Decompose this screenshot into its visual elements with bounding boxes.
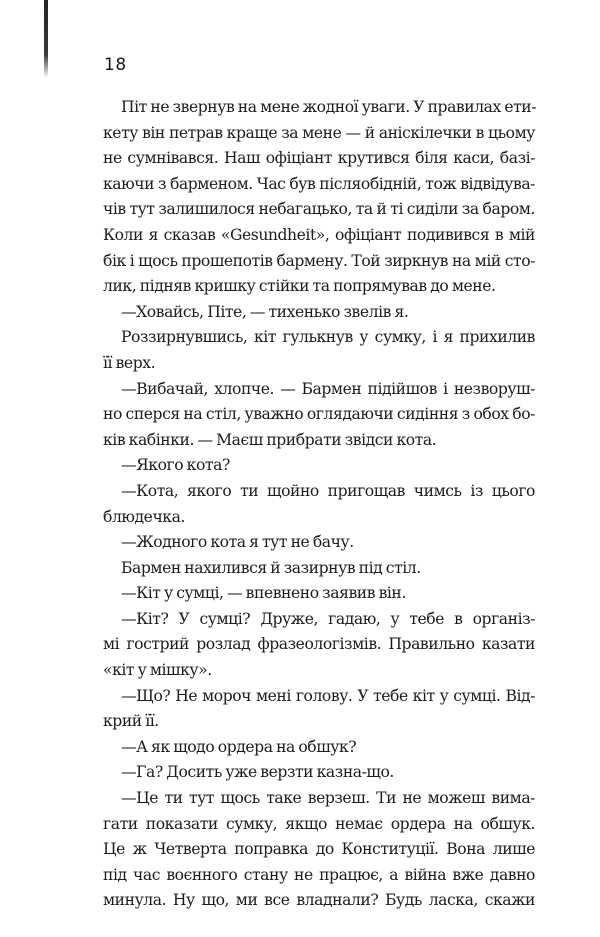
page-edge-mark bbox=[44, 0, 48, 78]
text-line: крий її. bbox=[103, 712, 159, 731]
text-line: —Кіт у сумці, — впевнено заявив він. bbox=[121, 584, 406, 603]
text-line: мі гострий розлад фразеологізмів. Правильно казати bbox=[103, 635, 535, 654]
text-line: —Це ти тут щось таке верзеш. Ти не можеш вима- bbox=[121, 789, 535, 808]
body-text bbox=[103, 95, 535, 914]
text-line: бік і щось прошепотів бармену. Той зиркнув на мій сто- bbox=[103, 251, 535, 270]
text-line: Роззирнувшись, кіт гулькнув у сумку, і я прихилив bbox=[121, 328, 535, 347]
text-line: минула. Ну що, ми все владнали? Будь ласка, скажи bbox=[103, 891, 535, 910]
text-line: —Га? Досить уже верзти казна-що. bbox=[121, 763, 394, 782]
text-line: під час воєнного стану не працює, а війна вже давно bbox=[103, 865, 535, 884]
text-line: ків кабінки. — Маєш прибрати звідси кота. bbox=[103, 430, 437, 449]
page-number: 18 bbox=[104, 55, 127, 75]
text-line: Це ж Четверта поправка до Конституції. Вона лише bbox=[103, 840, 535, 859]
text-line: не сумнівався. Наш офіціант крутився біля каси, базі- bbox=[103, 149, 535, 168]
text-line: —А як щодо ордера на обшук? bbox=[121, 737, 357, 756]
text-line: лик, підняв кришку стійки та попрямував до мене. bbox=[103, 277, 496, 296]
text-line: —Жодного кота я тут не бачу. bbox=[121, 533, 354, 552]
text-line: —Кіт? У сумці? Друже, гадаю, у тебе в організ- bbox=[121, 609, 535, 628]
text-line: —Ховайсь, Піте, — тихенько звелів я. bbox=[121, 302, 409, 321]
text-line: Бармен нахилився й зазирнув під стіл. bbox=[121, 558, 421, 577]
text-line: Коли я сказав «Gesundheit», офіціант подивився в мій bbox=[103, 225, 535, 244]
text-line: гати показати сумку, якщо немає ордера на обшук. bbox=[103, 814, 535, 833]
text-line: но сперся на стіл, уважно оглядаючи сидіння з обох бо- bbox=[103, 405, 535, 424]
text-line: блюдечка. bbox=[103, 507, 185, 526]
text-line: кету він петрав краще за мене — й аніскілечки в цьому bbox=[103, 123, 535, 142]
text-line: Піт не звернув на мене жодної уваги. У правилах ети- bbox=[121, 98, 537, 116]
text-line: «кіт у мішку». bbox=[103, 661, 212, 680]
text-line: чів тут залишилося небагацько, та й ті сиділи за баром. bbox=[103, 200, 535, 219]
text-line: —Вибачай, хлопче. — Бармен підійшов і незворуш- bbox=[121, 379, 535, 398]
text-line: каючи з барменом. Час був післяобідній, тож відвідува- bbox=[103, 174, 535, 193]
text-line: —Що? Не мороч мені голову. У тебе кіт у сумці. Від- bbox=[121, 686, 535, 705]
text-line: —Кота, якого ти щойно пригощав чимсь із цього bbox=[121, 481, 535, 500]
text-line: —Якого кота? bbox=[121, 456, 230, 475]
text-line: її верх. bbox=[103, 353, 156, 372]
